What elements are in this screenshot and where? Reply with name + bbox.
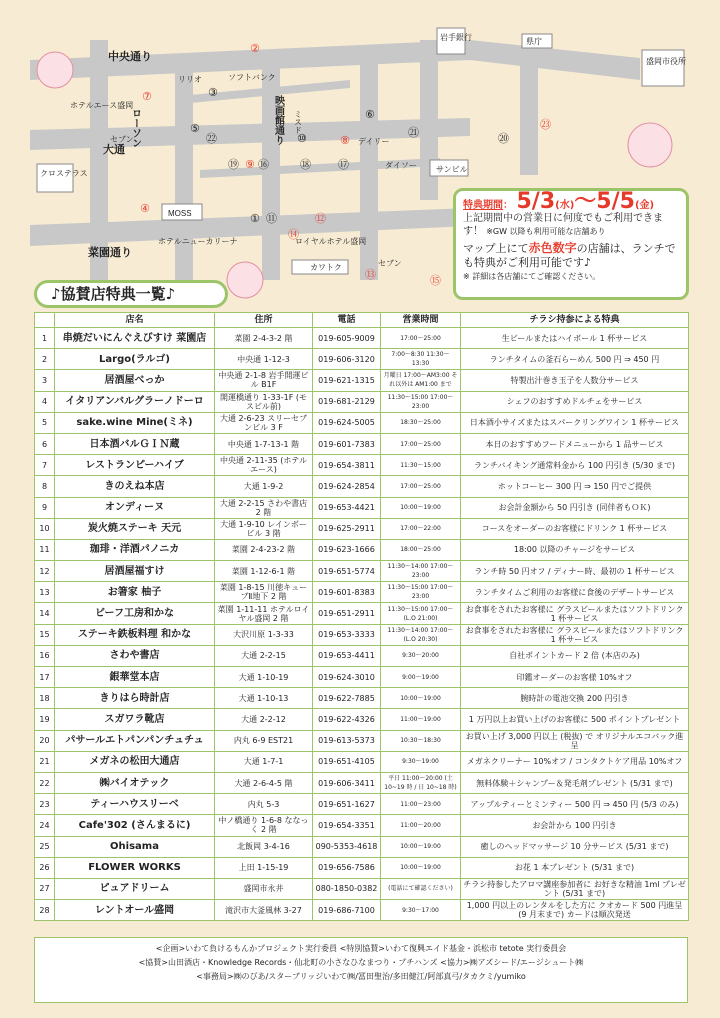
- marker-1: ①: [250, 212, 260, 225]
- shop-address: 大通 1-7-1: [215, 751, 313, 772]
- table-row: [35, 497, 689, 518]
- table-row: [35, 349, 689, 370]
- shop-perk: 生ビールまたはハイボール 1 杯サービス: [461, 328, 689, 349]
- shop-hours: 月曜日 17:00～AM3:00 それ以外は AM1:00 まで: [381, 370, 461, 391]
- shop-name: レントオール盛岡: [55, 900, 215, 921]
- row-number: 13: [35, 582, 55, 603]
- shop-address: 大通 2-2-15: [215, 645, 313, 666]
- marker-14: ⑭: [288, 228, 299, 241]
- shop-hours: 10:00～19:00: [381, 857, 461, 878]
- row-number: 27: [35, 878, 55, 899]
- shop-hours: 9:30～20:00: [381, 645, 461, 666]
- shop-name: ㈱バイオテック: [55, 772, 215, 793]
- shop-hours: 11:30～14:00 17:00～ (L.O 20:30): [381, 624, 461, 645]
- row-number: 10: [35, 518, 55, 539]
- period-start: 5/3: [516, 189, 556, 214]
- shop-perk: 無料体験＋シャンプー＆発毛剤プレゼント (5/31 まで): [461, 772, 689, 793]
- shop-phone: 019-613-5373: [313, 730, 381, 751]
- shop-hours: 平日 11:00～20:00 (土 10~19 時 / 日 10~18 時): [381, 772, 461, 793]
- shop-address: 滝沢市大釜風林 3-27: [215, 900, 313, 921]
- row-number: 6: [35, 433, 55, 454]
- shop-address: 北飯岡 3-4-16: [215, 836, 313, 857]
- period-line1-note: ※GW 以降も利用可能な店舗あり: [486, 227, 606, 236]
- shop-phone: 019-605-9009: [313, 328, 381, 349]
- marker-12: ⑫: [315, 212, 326, 225]
- campaign-period-box: [453, 188, 689, 300]
- period-line2a: マップ上にて: [463, 242, 529, 255]
- table-row: [35, 328, 689, 349]
- shop-phone: 090-5353-4618: [313, 836, 381, 857]
- shop-perk: コースをオーダーのお客様にドリンク 1 杯サービス: [461, 518, 689, 539]
- shop-hours: 11:00～19:00: [381, 709, 461, 730]
- period-line2: [463, 241, 679, 270]
- shop-name: 居酒屋福すけ: [55, 561, 215, 582]
- shop-address: 菜園 2-4-3-2 階: [215, 328, 313, 349]
- shop-phone: 019-601-7383: [313, 433, 381, 454]
- shop-name: 炭火焼ステーキ 天元: [55, 518, 215, 539]
- label-hotel-new-carina: ホテルニューカリーナ: [158, 237, 238, 246]
- shop-hours: 17:00～25:00: [381, 433, 461, 454]
- period-colon: ：: [503, 200, 513, 211]
- shop-hours: 10:00～19:00: [381, 688, 461, 709]
- row-number: 9: [35, 497, 55, 518]
- table-row: [35, 794, 689, 815]
- shop-name: スガワラ靴店: [55, 709, 215, 730]
- row-number: 19: [35, 709, 55, 730]
- shop-perk: アップルティーとミンティー 500 円 ⇒ 450 円 (5/3 のみ): [461, 794, 689, 815]
- shop-name: パサールエトパンパンチュチュ: [55, 730, 215, 751]
- label-softbank: ソフトバンク: [228, 73, 276, 82]
- row-number: 18: [35, 688, 55, 709]
- shop-perk: お花 1 本プレゼント (5/31 まで): [461, 857, 689, 878]
- marker-6: ⑥: [365, 108, 375, 121]
- shop-hours: (電話にて確認ください): [381, 878, 461, 899]
- shop-address: 大通 2-6-23 スリーセブンビル 3 F: [215, 412, 313, 433]
- shop-address: 菜園 1-8-15 川徳キューブⅡ地下 2 階: [215, 582, 313, 603]
- shop-phone: 019-622-4326: [313, 709, 381, 730]
- row-number: 8: [35, 476, 55, 497]
- label-kencho: 県庁: [526, 37, 542, 46]
- shop-phone: 019-651-4105: [313, 751, 381, 772]
- shop-hours: 9:30～19:00: [381, 751, 461, 772]
- shop-perk: お食事をされたお客様に グラスビールまたはソフトドリンク 1 杯サービス: [461, 603, 689, 624]
- shop-perk: 18:00 以降のチャージをサービス: [461, 539, 689, 560]
- shop-name: ティーハウスリーベ: [55, 794, 215, 815]
- shop-perk: お会計金額から 50 円引き (同伴者もＯＫ): [461, 497, 689, 518]
- shop-phone: 019-623-1666: [313, 539, 381, 560]
- shop-address: 中ノ橋通り 1-6-8 ななっく 2 階: [215, 815, 313, 836]
- shop-name: メガネの松田大通店: [55, 751, 215, 772]
- shop-phone: 019-606-3120: [313, 349, 381, 370]
- label-moss: MOSS: [168, 209, 192, 218]
- table-row: [35, 751, 689, 772]
- row-number: 5: [35, 412, 55, 433]
- table-row: [35, 624, 689, 645]
- marker-21: ㉑: [408, 126, 419, 139]
- shop-name: ピュアドリーム: [55, 878, 215, 899]
- shop-name: sake.wine Mine(ミネ): [55, 412, 215, 433]
- shop-hours: 10:30～18:30: [381, 730, 461, 751]
- shop-perk: シェフのおすすめドルチェをサービス: [461, 391, 689, 412]
- shop-perk: 癒しのヘッドマッサージ 10 分サービス (5/31 まで): [461, 836, 689, 857]
- shop-hours: 18:30～25:00: [381, 412, 461, 433]
- shop-hours: 18:00～25:00: [381, 539, 461, 560]
- shop-address: 内丸 5-3: [215, 794, 313, 815]
- row-number: 7: [35, 455, 55, 476]
- header-perk: チラシ持参による特典: [461, 313, 689, 328]
- shop-phone: 019-654-3811: [313, 455, 381, 476]
- shop-name: さわや書店: [55, 645, 215, 666]
- row-number: 14: [35, 603, 55, 624]
- shop-perk: チラシ持参したアロマ講座参加者に お好きな精油 1ml プレゼント (5/31 まで): [461, 878, 689, 899]
- period-end: 5/5: [596, 189, 635, 214]
- shop-address: 大通 1-9-2: [215, 476, 313, 497]
- shop-hours: 17:00～25:00: [381, 476, 461, 497]
- marker-16: ⑯: [258, 158, 269, 171]
- shop-hours: 10:00～19:00: [381, 836, 461, 857]
- shop-perk: ランチタイムご利用のお客様に食後のデザートサービス: [461, 582, 689, 603]
- shop-address: 上田 1-15-19: [215, 857, 313, 878]
- table-row: [35, 645, 689, 666]
- shop-phone: 019-606-3411: [313, 772, 381, 793]
- table-row: [35, 878, 689, 899]
- shop-name: ビーフ工房和かな: [55, 603, 215, 624]
- period-line2-red: 赤色数字: [528, 241, 577, 255]
- shop-hours: 11:30～15:00 17:00～23:00: [381, 582, 461, 603]
- shop-phone: 019-624-2854: [313, 476, 381, 497]
- shop-perk: 印鑑オーダーのお客様 10%オフ: [461, 667, 689, 688]
- row-number: 28: [35, 900, 55, 921]
- shop-phone: 019-624-3010: [313, 667, 381, 688]
- row-number: 15: [35, 624, 55, 645]
- shop-name: 珈琲・洋酒パノニカ: [55, 539, 215, 560]
- shop-perk: 日本酒小サイズまたはスパークリングワイン 1 杯サービス: [461, 412, 689, 433]
- table-row: [35, 370, 689, 391]
- period-note: ※ 詳細は各店舗にてご確認ください。: [463, 272, 601, 281]
- marker-20: ⑳: [498, 132, 509, 145]
- shop-address: 開運橋通り 1-33-1F (モスビル前): [215, 391, 313, 412]
- shop-hours: 11:30～14:00 17:00～23:00: [381, 561, 461, 582]
- table-row: [35, 730, 689, 751]
- shop-address: 菜園 2-4-23-2 階: [215, 539, 313, 560]
- shop-phone: 019-681-2129: [313, 391, 381, 412]
- shop-name: Ohisama: [55, 836, 215, 857]
- table-row: [35, 815, 689, 836]
- shop-address: 菜園 1-11-11 ホテルロイヤル盛岡 2 階: [215, 603, 313, 624]
- row-number: 21: [35, 751, 55, 772]
- label-city-hall: 盛岡市役所: [646, 57, 686, 66]
- shop-address: 中央通 1-12-3: [215, 349, 313, 370]
- marker-22: ㉒: [206, 132, 217, 145]
- table-row: [35, 688, 689, 709]
- shop-phone: 019-654-3351: [313, 815, 381, 836]
- table-row: [35, 772, 689, 793]
- header-address: 住所: [215, 313, 313, 328]
- table-row: [35, 391, 689, 412]
- shop-perk: 自社ポイントカード 2 倍 (本店のみ): [461, 645, 689, 666]
- shop-perk: ランチ時 50 円オフ / ディナー時、最初の 1 杯サービス: [461, 561, 689, 582]
- shop-phone: 019-622-7885: [313, 688, 381, 709]
- shop-hours: 11:00～23:00: [381, 794, 461, 815]
- table-row: [35, 709, 689, 730]
- shop-phone: 019-651-5774: [313, 561, 381, 582]
- marker-4: ④: [140, 202, 150, 215]
- shop-perk: ホットコーヒー 300 円 ⇒ 150 円でご提供: [461, 476, 689, 497]
- marker-5: ⑤: [190, 122, 200, 135]
- shop-perk: お会計から 100 円引き: [461, 815, 689, 836]
- shop-address: 大通 2-6-4-5 階: [215, 772, 313, 793]
- shop-perk: ランチバイキング通常料金から 100 円引き (5/30 まで): [461, 455, 689, 476]
- shop-name: FLOWER WORKS: [55, 857, 215, 878]
- period-title: [463, 189, 679, 214]
- header-phone: 電話: [313, 313, 381, 328]
- label-ririo: リリオ: [178, 75, 202, 84]
- label-kawatoku: カワトク: [310, 263, 342, 272]
- period-line2b: の店舗は、ランチでも特典がご利用可能です♪: [463, 242, 676, 269]
- label-daily: デイリー: [358, 137, 390, 146]
- shop-name: 日本酒バルＧＩＮ蔵: [55, 433, 215, 454]
- row-number: 1: [35, 328, 55, 349]
- street-chuo: 中央通り: [108, 51, 152, 63]
- shop-phone: 019-624-5005: [313, 412, 381, 433]
- shop-phone: 019-601-8383: [313, 582, 381, 603]
- shop-address: 盛岡市永井: [215, 878, 313, 899]
- shop-hours: 10:00～19:00: [381, 497, 461, 518]
- label-iwate-bank: 岩手銀行: [440, 33, 472, 42]
- street-saien: 菜園通り: [88, 247, 132, 259]
- shop-name: Cafe'302 (さんまるに): [55, 815, 215, 836]
- row-number: 4: [35, 391, 55, 412]
- shop-name: きりはら時計店: [55, 688, 215, 709]
- row-number: 26: [35, 857, 55, 878]
- shop-address: 大通 2-2-12: [215, 709, 313, 730]
- shop-address: 内丸 6-9 EST21: [215, 730, 313, 751]
- row-number: 20: [35, 730, 55, 751]
- label-royal-hotel: ロイヤルホテル盛岡: [295, 237, 367, 246]
- shop-name: お箸家 柚子: [55, 582, 215, 603]
- shop-name: ステーキ鉄板料理 和かな: [55, 624, 215, 645]
- shop-address: 大通 1-10-13: [215, 688, 313, 709]
- shop-name: きのえね本店: [55, 476, 215, 497]
- period-line1-text: 上記期間中の営業日に何度でもご利用できます！: [463, 213, 663, 237]
- shop-perk: 1,000 円以上のレンタルをした方に クオカード 500 円進呈 (9 月末まで) カードは順次発送: [461, 900, 689, 921]
- shop-hours: 11:30～15:00: [381, 455, 461, 476]
- shop-name: レストランピーハイブ: [55, 455, 215, 476]
- label-daiso: ダイソー: [385, 161, 417, 170]
- shop-name: イタリアンバルグラーノドーロ: [55, 391, 215, 412]
- shop-phone: 019-621-1315: [313, 370, 381, 391]
- label-seven-1: セブン: [110, 135, 134, 144]
- period-line1: [463, 212, 679, 238]
- table-row: [35, 518, 689, 539]
- shop-table: [34, 312, 689, 921]
- shop-phone: 019-656-7586: [313, 857, 381, 878]
- row-number: 22: [35, 772, 55, 793]
- marker-17: ⑰: [338, 158, 349, 171]
- shop-address: 大通 2-2-15 さわや書店 2 階: [215, 497, 313, 518]
- row-number: 23: [35, 794, 55, 815]
- table-row: [35, 539, 689, 560]
- table-row: [35, 412, 689, 433]
- label-misdo: ミスド: [293, 110, 303, 134]
- table-row: [35, 455, 689, 476]
- shop-perk: 1 万円以上お買い上げのお客様に 500 ポイントプレゼント: [461, 709, 689, 730]
- shop-hours: 11:30～15:00 17:00～ (L.O 21:00): [381, 603, 461, 624]
- shop-name: Largo(ラルゴ): [55, 349, 215, 370]
- credits-footer: [34, 937, 688, 1003]
- shop-hours: 17:00～22:00: [381, 518, 461, 539]
- shop-perk: ランチタイムの釜石らーめん 500 円 ⇒ 450 円: [461, 349, 689, 370]
- label-cross-terrace: クロステラス: [40, 169, 88, 178]
- shop-phone: 019-651-2911: [313, 603, 381, 624]
- label-hotel-ace: ホテルエース盛岡: [70, 101, 134, 110]
- shop-perk: 特製出汁巻き玉子を人数分サービス: [461, 370, 689, 391]
- header-no: [35, 313, 55, 328]
- header-hours: 営業時間: [381, 313, 461, 328]
- shop-perk: 本日のおすすめフードメニューから 1 品サービス: [461, 433, 689, 454]
- shop-name: 串焼だいにんぐえびすけ 菜園店: [55, 328, 215, 349]
- row-number: 25: [35, 836, 55, 857]
- period-start-day: (水): [555, 200, 575, 211]
- row-number: 17: [35, 667, 55, 688]
- marker-8: ⑧: [340, 134, 350, 147]
- row-number: 11: [35, 539, 55, 560]
- label-lawson: ローソン: [129, 108, 141, 148]
- row-number: 3: [35, 370, 55, 391]
- shop-hours: 9:00～19:00: [381, 667, 461, 688]
- shop-name: 居酒屋べっか: [55, 370, 215, 391]
- shop-name: オンディーヌ: [55, 497, 215, 518]
- row-number: 12: [35, 561, 55, 582]
- table-row: [35, 667, 689, 688]
- marker-13: ⑬: [365, 268, 376, 281]
- period-end-day: (金): [634, 200, 655, 211]
- marker-7: ⑦: [142, 90, 152, 103]
- shop-hours: 17:00～25:00: [381, 328, 461, 349]
- shop-address: 大沢川原 1-3-33: [215, 624, 313, 645]
- shop-perk: お食事をされたお客様に グラスビールまたはソフトドリンク 1 杯サービス: [461, 624, 689, 645]
- marker-9: ⑨: [245, 158, 255, 171]
- label-seven-2: セブン: [378, 259, 402, 268]
- table-row: [35, 476, 689, 497]
- shop-perk: 腕時計の電池交換 200 円引き: [461, 688, 689, 709]
- credits-line-3: <事務局>㈱のびあ/スターブリッジいわて㈱/冨田聖治/多田健江/阿部真弓/タカクミ/yumiko: [196, 972, 526, 981]
- marker-15: ⑮: [430, 274, 441, 287]
- row-number: 24: [35, 815, 55, 836]
- table-row: [35, 857, 689, 878]
- row-number: 2: [35, 349, 55, 370]
- shop-address: 中央通 2-1-8 岩手開運ビル B1F: [215, 370, 313, 391]
- shop-phone: 019-651-1627: [313, 794, 381, 815]
- marker-2: ②: [250, 42, 260, 55]
- section-title: ♪協賛店特典一覧♪: [34, 280, 228, 308]
- shop-phone: 080-1850-0382: [313, 878, 381, 899]
- row-number: 16: [35, 645, 55, 666]
- shop-name: 銀華堂本店: [55, 667, 215, 688]
- table-row: [35, 603, 689, 624]
- period-label: 特典期間: [463, 200, 503, 211]
- shop-address: 中央通 1-7-13-1 階: [215, 433, 313, 454]
- header-name: 店名: [55, 313, 215, 328]
- shop-hours: 7:00～8:30 11:30～13:30: [381, 349, 461, 370]
- table-row: [35, 900, 689, 921]
- shop-phone: 019-653-4421: [313, 497, 381, 518]
- shop-perk: お買い上げ 3,000 円以上 (税抜) で オリジナルエコバック進呈: [461, 730, 689, 751]
- shop-perk: メガネクリーナー 10%オフ / コンタクトケア用品 10%オフ: [461, 751, 689, 772]
- shop-hours: 11:30～15:00 17:00～23:00: [381, 391, 461, 412]
- shop-hours: 11:00～20:00: [381, 815, 461, 836]
- marker-10: ⑩: [297, 132, 307, 145]
- shop-phone: 019-653-3333: [313, 624, 381, 645]
- shop-address: 中央通 2-11-35 (ホテルエース): [215, 455, 313, 476]
- marker-11: ⑪: [266, 212, 277, 225]
- shop-phone: 019-653-4411: [313, 645, 381, 666]
- marker-23: ㉓: [540, 118, 551, 131]
- marker-18: ⑱: [300, 158, 311, 171]
- shop-address: 大通 1-9-10 レインボービル 3 階: [215, 518, 313, 539]
- label-sunbill: サンビル: [436, 165, 468, 174]
- table-row: [35, 836, 689, 857]
- street-odori: 大通: [103, 144, 125, 156]
- shop-phone: 019-625-2911: [313, 518, 381, 539]
- shop-phone: 019-686-7100: [313, 900, 381, 921]
- marker-3: ③: [208, 86, 218, 99]
- shop-address: 菜園 1-12-6-1 階: [215, 561, 313, 582]
- credits-line-2: <協賛>山田酒店・Knowledge Records・仙北町の小さなひなまつり・プチハンズ <協力>㈱アズシード/エージシュート㈱: [138, 958, 584, 967]
- shop-hours: 9:30～17:00: [381, 900, 461, 921]
- street-eigakan: 映画館通り: [272, 95, 284, 145]
- period-tilde: ～: [574, 189, 597, 214]
- marker-19: ⑲: [228, 158, 239, 171]
- table-row: [35, 433, 689, 454]
- table-row: [35, 582, 689, 603]
- table-header-row: [35, 313, 689, 328]
- credits-line-1: <企画>いわて負けるもんかプロジェクト実行委員 <特別協賛>いわて復興エイド基金・浜松市 tetote 実行委員会: [155, 944, 567, 953]
- table-row: [35, 561, 689, 582]
- shop-address: 大通 1-10-19: [215, 667, 313, 688]
